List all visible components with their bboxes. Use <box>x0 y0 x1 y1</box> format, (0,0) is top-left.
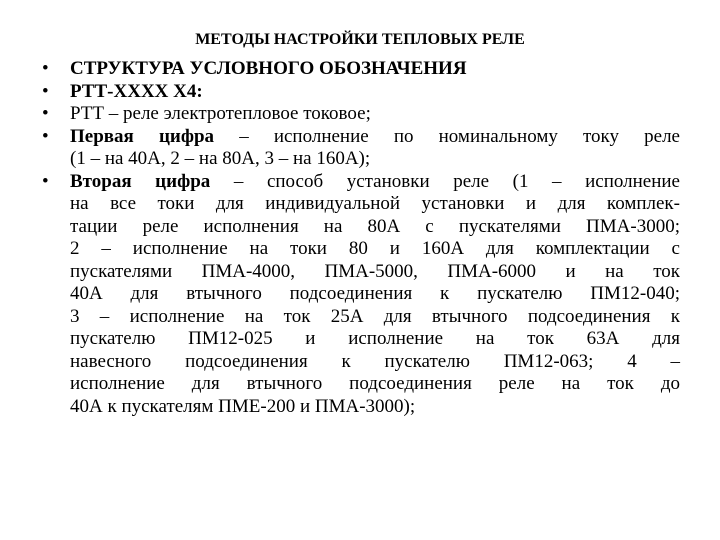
bullet-line <box>70 171 680 194</box>
bullet-icon: • <box>42 58 49 79</box>
bullet-line: исполнение для втычного подсоединения реле на ток до <box>70 373 680 394</box>
bullet-line: (1 – на 40А, 2 – на 80А, 3 – на 160А); <box>70 148 371 169</box>
bullet-line: 40А к пускателям ПМЕ-200 и ПМА-3000); <box>70 395 416 417</box>
bullet-line: 3 – исполнение на ток 25А для втычного подсоединения к <box>70 305 680 327</box>
bullet-line: пускателями ПМА-4000, ПМА-5000, ПМА-6000 и на ток <box>70 260 680 282</box>
bullet-heading: СТРУКТУРА УСЛОВНОГО ОБОЗНАЧЕНИЯ <box>70 58 467 79</box>
bullet-line: 2 – исполнение на токи 80 и 160А для комплектации с <box>70 238 680 259</box>
bullet-heading: Первая цифра <box>70 125 215 147</box>
bullet-heading: РТТ-ХХХХ Х4: <box>70 80 203 102</box>
bullet-line: пускателю ПМ12-025 и исполнение на ток 63А для <box>70 328 680 349</box>
bullet-text: – исполнение по номинальному току реле <box>214 125 680 147</box>
bullet-line: навесного подсоединения к пускателю ПМ12-063; 4 – <box>70 350 680 372</box>
bullet-text: – способ установки реле (1 – исполнение <box>210 170 680 192</box>
bullet-line: тации реле исполнения на 80А с пускателями ПМА-3000; <box>70 215 680 237</box>
bullet-line <box>70 126 680 149</box>
bullet-item-structure <box>40 58 680 81</box>
bullet-line: на все токи для индивидуальной установки и для комплек- <box>70 193 680 214</box>
bullet-item-first-digit <box>40 126 680 171</box>
bullet-icon: • <box>42 80 49 102</box>
slide-title: МЕТОДЫ НАСТРОЙКИ ТЕПЛОВЫХ РЕЛЕ <box>195 31 525 48</box>
bullet-list <box>40 58 680 418</box>
bullet-item-rtt <box>40 103 680 126</box>
bullet-item-second-digit <box>40 171 680 419</box>
bullet-icon: • <box>42 103 49 124</box>
bullet-heading: Вторая цифра <box>70 170 211 192</box>
bullet-item-designation <box>40 81 680 104</box>
bullet-icon: • <box>42 125 49 147</box>
bullet-line: 40А для втычного подсоединения к пускателю ПМ12-040; <box>70 283 680 304</box>
bullet-icon: • <box>42 170 49 192</box>
bullet-text: РТТ – реле электротепловое токовое; <box>70 103 371 124</box>
